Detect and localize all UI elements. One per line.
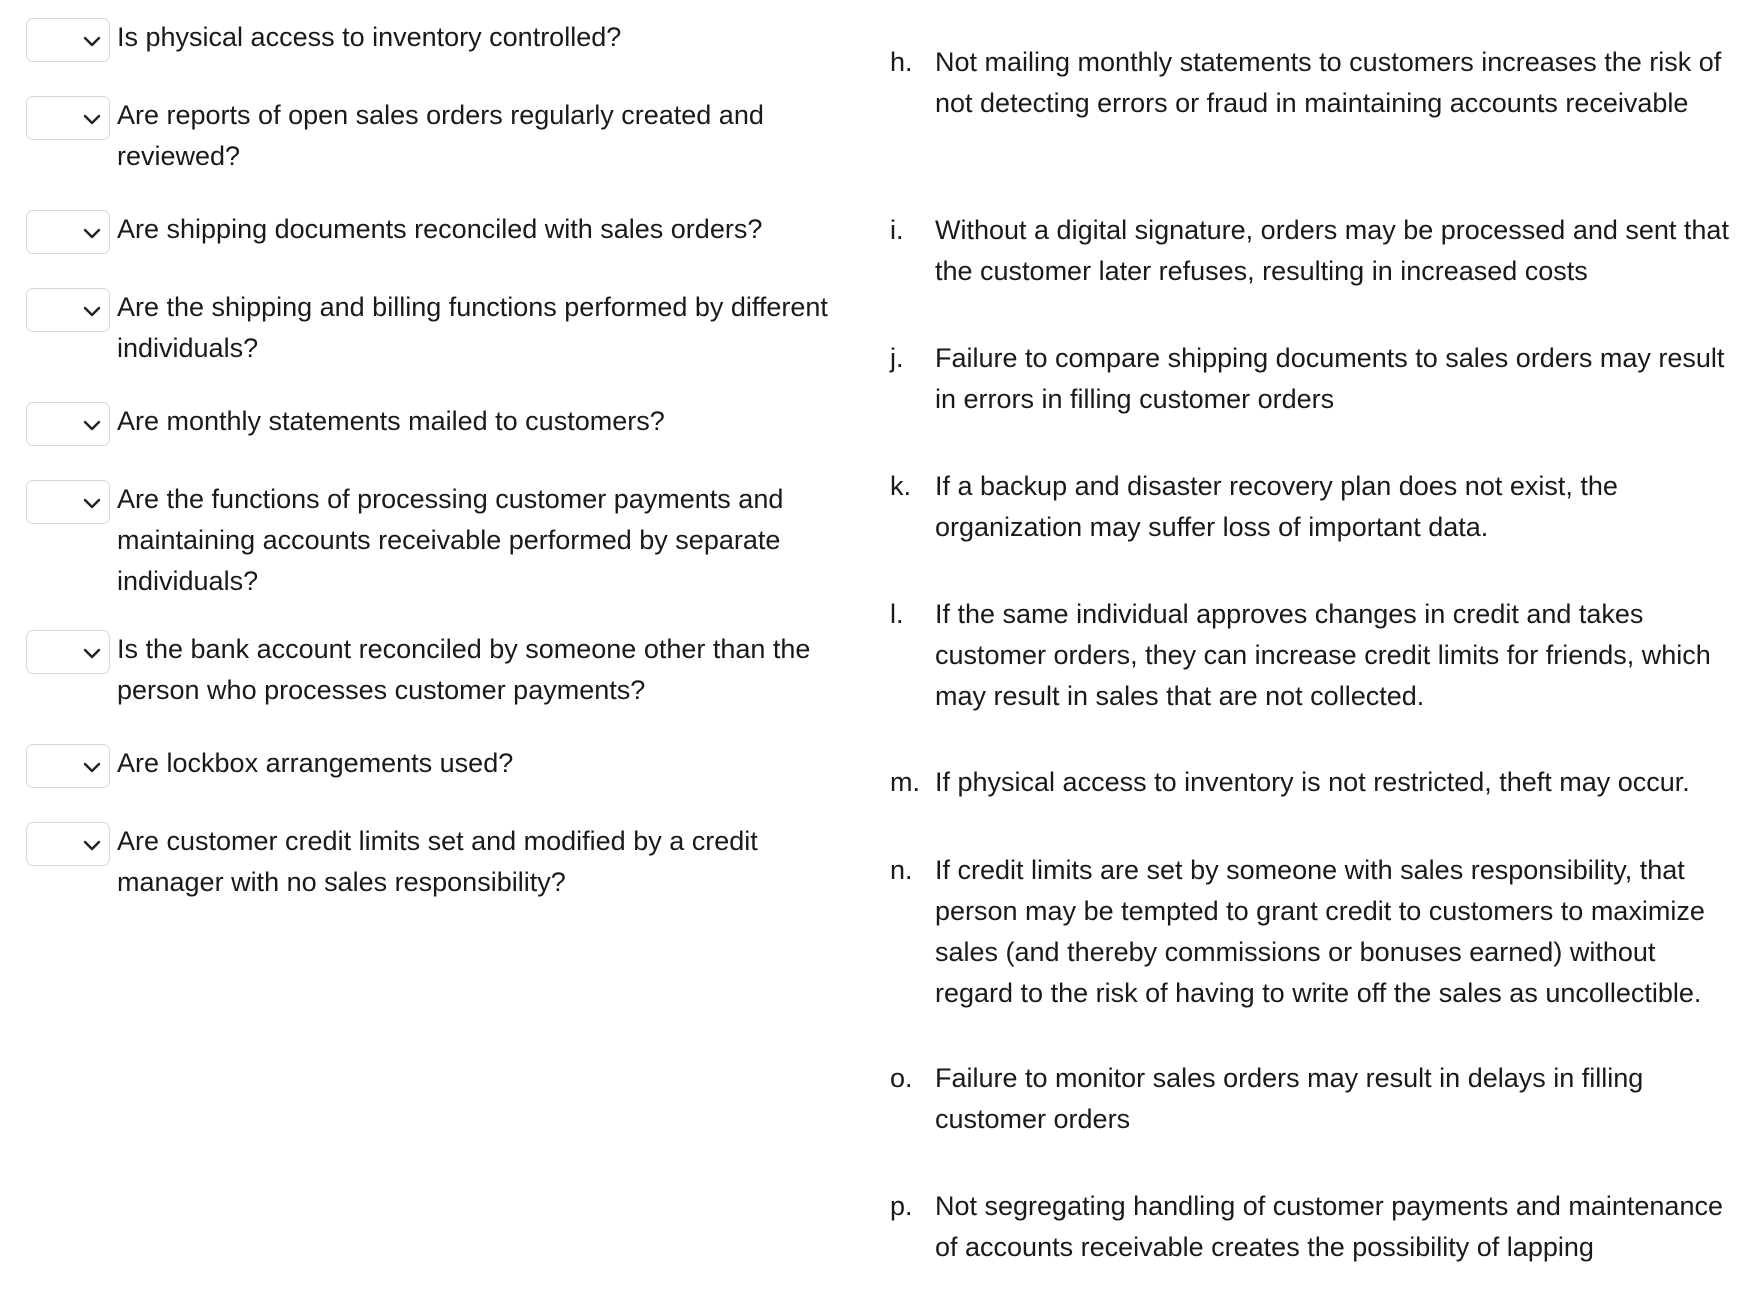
answer-letter: j. (890, 343, 904, 373)
question-text: Are reports of open sales orders regularly created and reviewed? (117, 100, 764, 171)
answer-letter: l. (890, 599, 904, 629)
chevron-down-icon (81, 30, 103, 52)
chevron-down-icon (81, 414, 103, 436)
answer-dropdown-9[interactable] (26, 822, 110, 866)
question-text: Are monthly statements mailed to customers? (117, 406, 665, 436)
question-text: Are the shipping and billing functions performed by different individuals? (117, 292, 828, 363)
chevron-down-icon (81, 492, 103, 514)
answer-letter: p. (890, 1191, 913, 1221)
answer-text: Not mailing monthly statements to customers increases the risk of not detecting errors or fraud in maintaining accounts receivable (935, 47, 1722, 118)
question-text: Are shipping documents reconciled with sales orders? (117, 214, 763, 244)
answer-text: If a backup and disaster recovery plan does not exist, the organization may suffer loss of important data. (935, 471, 1618, 542)
questions-column (0, 0, 860, 1314)
question-text: Are customer credit limits set and modified by a credit manager with no sales responsibility? (117, 826, 758, 897)
answer-dropdown-2[interactable] (26, 96, 110, 140)
chevron-down-icon (81, 834, 103, 856)
answer-text: Failure to monitor sales orders may result in delays in filling customer orders (935, 1063, 1644, 1134)
answer-dropdown-1[interactable] (26, 18, 110, 62)
question-text: Is the bank account reconciled by someone other than the person who processes customer payments? (117, 634, 811, 705)
answer-letter: n. (890, 855, 913, 885)
answer-letter: m. (890, 767, 920, 797)
answer-letter: h. (890, 47, 913, 77)
answer-dropdown-8[interactable] (26, 744, 110, 788)
answer-letter: o. (890, 1063, 913, 1093)
chevron-down-icon (81, 642, 103, 664)
answer-dropdown-3[interactable] (26, 210, 110, 254)
answer-text: Failure to compare shipping documents to sales orders may result in errors in filling customer orders (935, 343, 1725, 414)
chevron-down-icon (81, 108, 103, 130)
question-text: Are lockbox arrangements used? (117, 748, 514, 778)
answer-letter: k. (890, 471, 912, 501)
question-text: Is physical access to inventory controlled? (117, 22, 622, 52)
answer-text: If the same individual approves changes in credit and takes customer orders, they can increase credit limits for friends, which may result in sales that are not collected. (935, 599, 1711, 711)
chevron-down-icon (81, 300, 103, 322)
answer-dropdown-6[interactable] (26, 480, 110, 524)
answer-dropdown-4[interactable] (26, 288, 110, 332)
answer-text: If credit limits are set by someone with sales responsibility, that person may be tempted to grant credit to customers to maximize sales (and thereby commissions or bonuses earned) without regard to the risk of having to write off the sales as uncollectible. (935, 855, 1705, 1008)
answer-dropdown-5[interactable] (26, 402, 110, 446)
answer-letter: i. (890, 215, 904, 245)
answers-column (880, 0, 1740, 1314)
answer-dropdown-7[interactable] (26, 630, 110, 674)
answer-text: Without a digital signature, orders may be processed and sent that the customer later refuses, resulting in increased costs (935, 215, 1729, 286)
question-text: Are the functions of processing customer payments and maintaining accounts receivable performed by separate individuals? (117, 484, 784, 596)
answer-text: If physical access to inventory is not restricted, theft may occur. (935, 767, 1690, 797)
chevron-down-icon (81, 222, 103, 244)
chevron-down-icon (81, 756, 103, 778)
answer-text: Not segregating handling of customer payments and maintenance of accounts receivable creates the possibility of lapping (935, 1191, 1723, 1262)
